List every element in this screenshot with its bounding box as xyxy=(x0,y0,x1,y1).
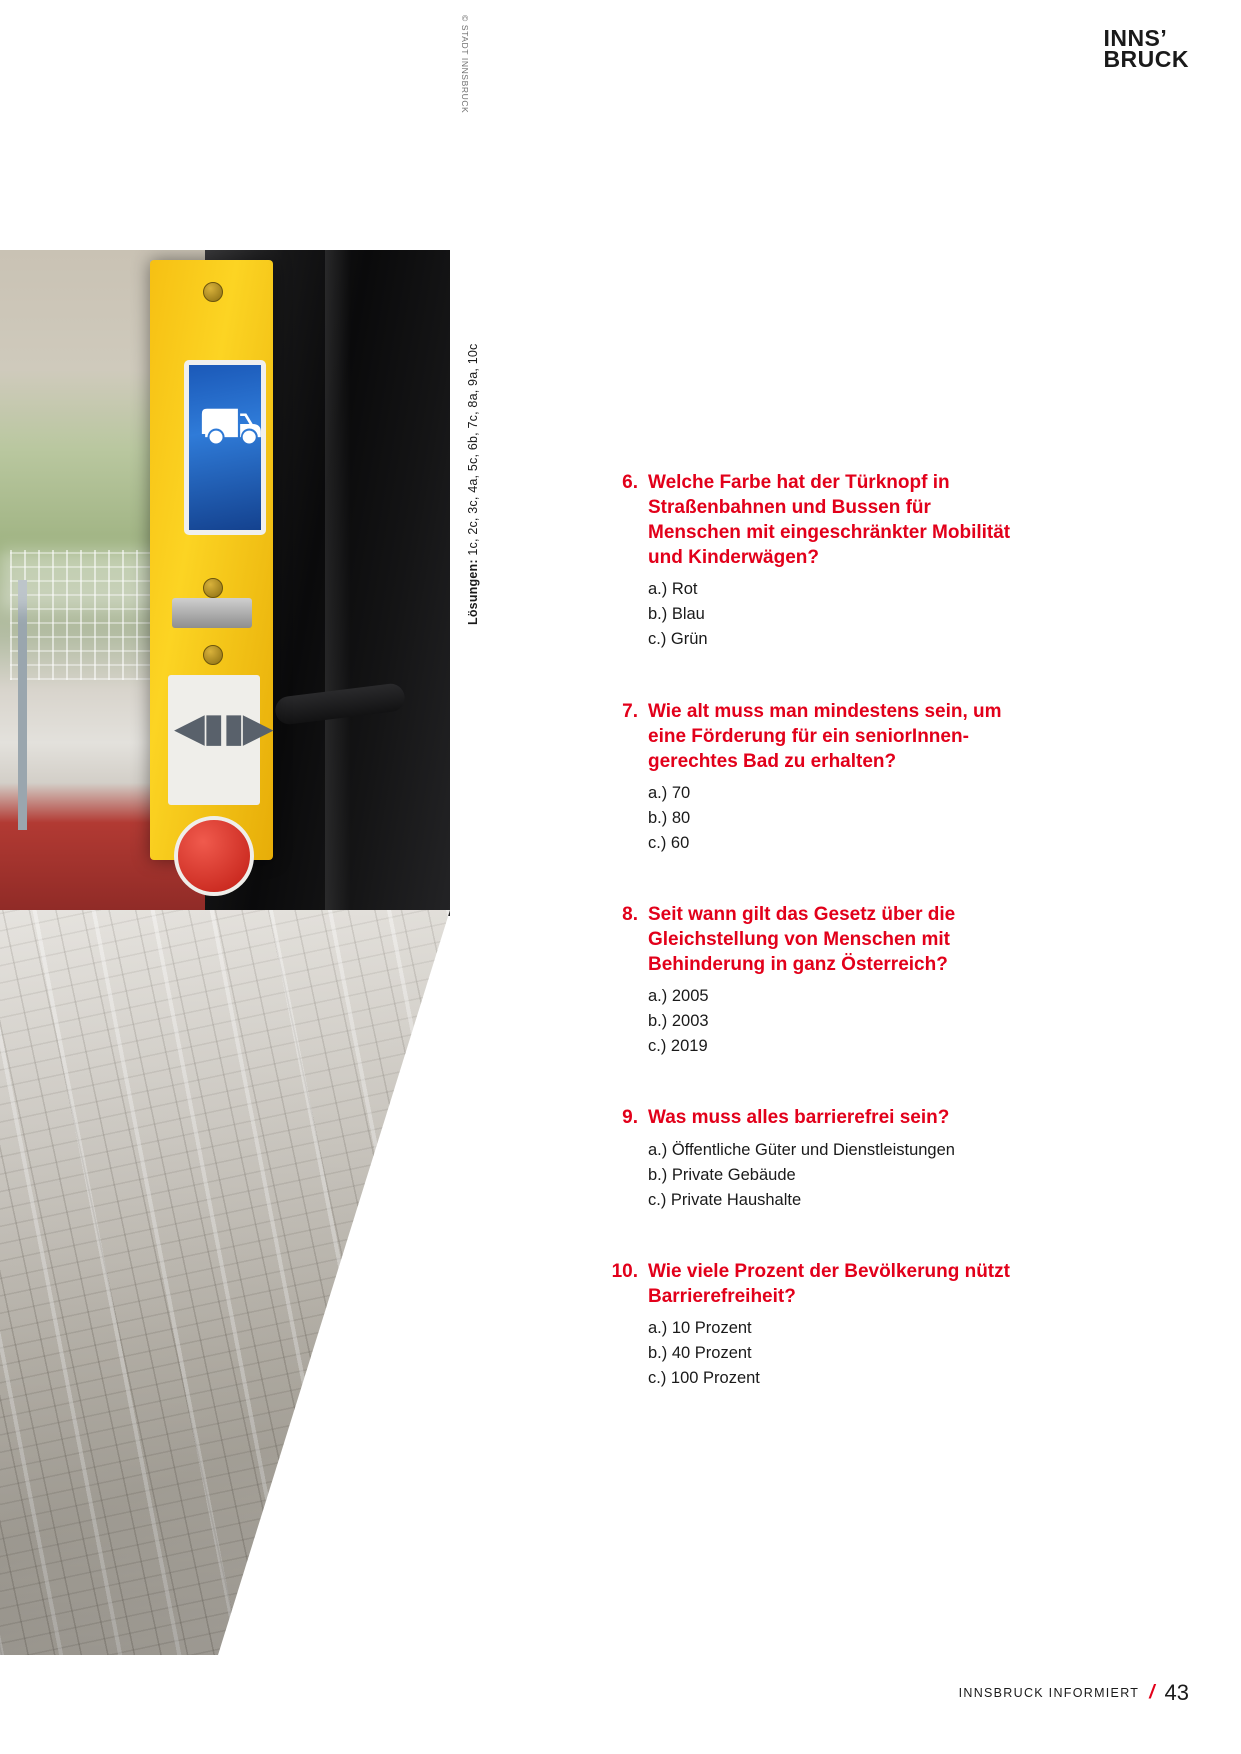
quiz-option-c[interactable]: c.) 60 xyxy=(648,833,690,852)
solutions-values: 1c, 2c, 3c, 4a, 5c, 6b, 7c, 8a, 9a, 10c xyxy=(466,343,480,556)
quiz-number: 7. xyxy=(622,700,638,722)
page-footer xyxy=(959,1680,1189,1706)
quiz-body xyxy=(648,1259,1026,1391)
photo-tactile-paving xyxy=(0,910,450,1655)
quiz-option-c[interactable]: c.) Private Haushalte xyxy=(648,1190,802,1209)
door-arrows-icon: ◀▮▮▶ xyxy=(174,706,272,750)
pram-icon: ⛟ xyxy=(198,397,264,455)
emergency-red-button xyxy=(174,816,254,896)
quiz-question: Was muss alles barrierefrei sein? xyxy=(648,1107,950,1129)
quiz-item xyxy=(596,699,1026,856)
screw-icon xyxy=(203,282,223,302)
quiz-question: Wie viele Prozent der Bevölkerung nützt Barrierefreiheit? xyxy=(648,1260,1010,1307)
logo-line-2: BRUCK xyxy=(1103,46,1189,73)
quiz-option-c[interactable]: c.) Grün xyxy=(648,630,708,649)
quiz-number: 9. xyxy=(622,1107,638,1129)
quiz-option-b[interactable]: b.) 40 Prozent xyxy=(648,1344,752,1363)
quiz-item xyxy=(596,1105,1026,1212)
screw-icon xyxy=(203,645,223,665)
quiz-item xyxy=(596,1259,1026,1391)
photo-credit: © STADT INNSBRUCK xyxy=(460,15,470,114)
quiz-option-c[interactable]: c.) 100 Prozent xyxy=(648,1369,760,1388)
quiz-option-a[interactable]: a.) Rot xyxy=(648,580,698,599)
quiz-question: Welche Farbe hat der Türknopf in Straßenbahnen und Bussen für Menschen mit eingeschränkter Mobilität und Kinderwägen? xyxy=(648,472,1011,569)
screw-icon xyxy=(203,578,223,598)
quiz-item xyxy=(596,470,1026,653)
quiz-item xyxy=(596,902,1026,1059)
quiz-list xyxy=(596,470,1026,1437)
quiz-option-b[interactable]: b.) 80 xyxy=(648,808,691,827)
column-joint xyxy=(172,598,252,628)
quiz-option-b[interactable]: b.) Private Gebäude xyxy=(648,1165,796,1184)
quiz-option-b[interactable]: b.) Blau xyxy=(648,605,705,624)
quiz-body xyxy=(648,1105,1026,1212)
quiz-option-a[interactable]: a.) 10 Prozent xyxy=(648,1318,752,1337)
quiz-option-a[interactable]: a.) Öffentliche Güter und Dienstleistungen xyxy=(648,1140,955,1159)
quiz-option-a[interactable]: a.) 70 xyxy=(648,783,691,802)
quiz-option-c[interactable]: c.) 2019 xyxy=(648,1037,708,1056)
photo-tram-door-button xyxy=(0,250,450,916)
innsbruck-logo xyxy=(1103,25,1189,73)
page-number: 43 xyxy=(1164,1680,1189,1705)
logo-line-1: INNS’ xyxy=(1103,25,1168,51)
quiz-question: Seit wann gilt das Gesetz über die Gleichstellung von Menschen mit Behinderung in ganz Österreich? xyxy=(648,904,956,976)
quiz-number: 6. xyxy=(622,472,638,493)
quiz-option-a[interactable]: a.) 2005 xyxy=(648,987,709,1006)
footer-separator: / xyxy=(1149,1682,1155,1703)
door-button-column xyxy=(150,260,273,860)
solutions-label: Lösungen: xyxy=(466,559,480,625)
photo-shading xyxy=(0,910,450,1655)
quiz-question: Wie alt muss man mindestens sein, um eine Förderung für ein seniorInnengerechtes Bad zu erhalten? xyxy=(648,700,1002,772)
quiz-body xyxy=(648,699,1026,856)
publication-name: INNSBRUCK INFORMIERT xyxy=(958,1686,1140,1700)
solutions-line xyxy=(466,344,480,625)
quiz-number: 10. xyxy=(611,1260,638,1282)
rail-post xyxy=(18,580,27,830)
quiz-body xyxy=(648,902,1026,1059)
door-handle xyxy=(274,682,406,726)
quiz-option-b[interactable]: b.) 2003 xyxy=(648,1012,709,1031)
quiz-body xyxy=(648,470,1026,653)
quiz-number: 8. xyxy=(622,904,638,926)
